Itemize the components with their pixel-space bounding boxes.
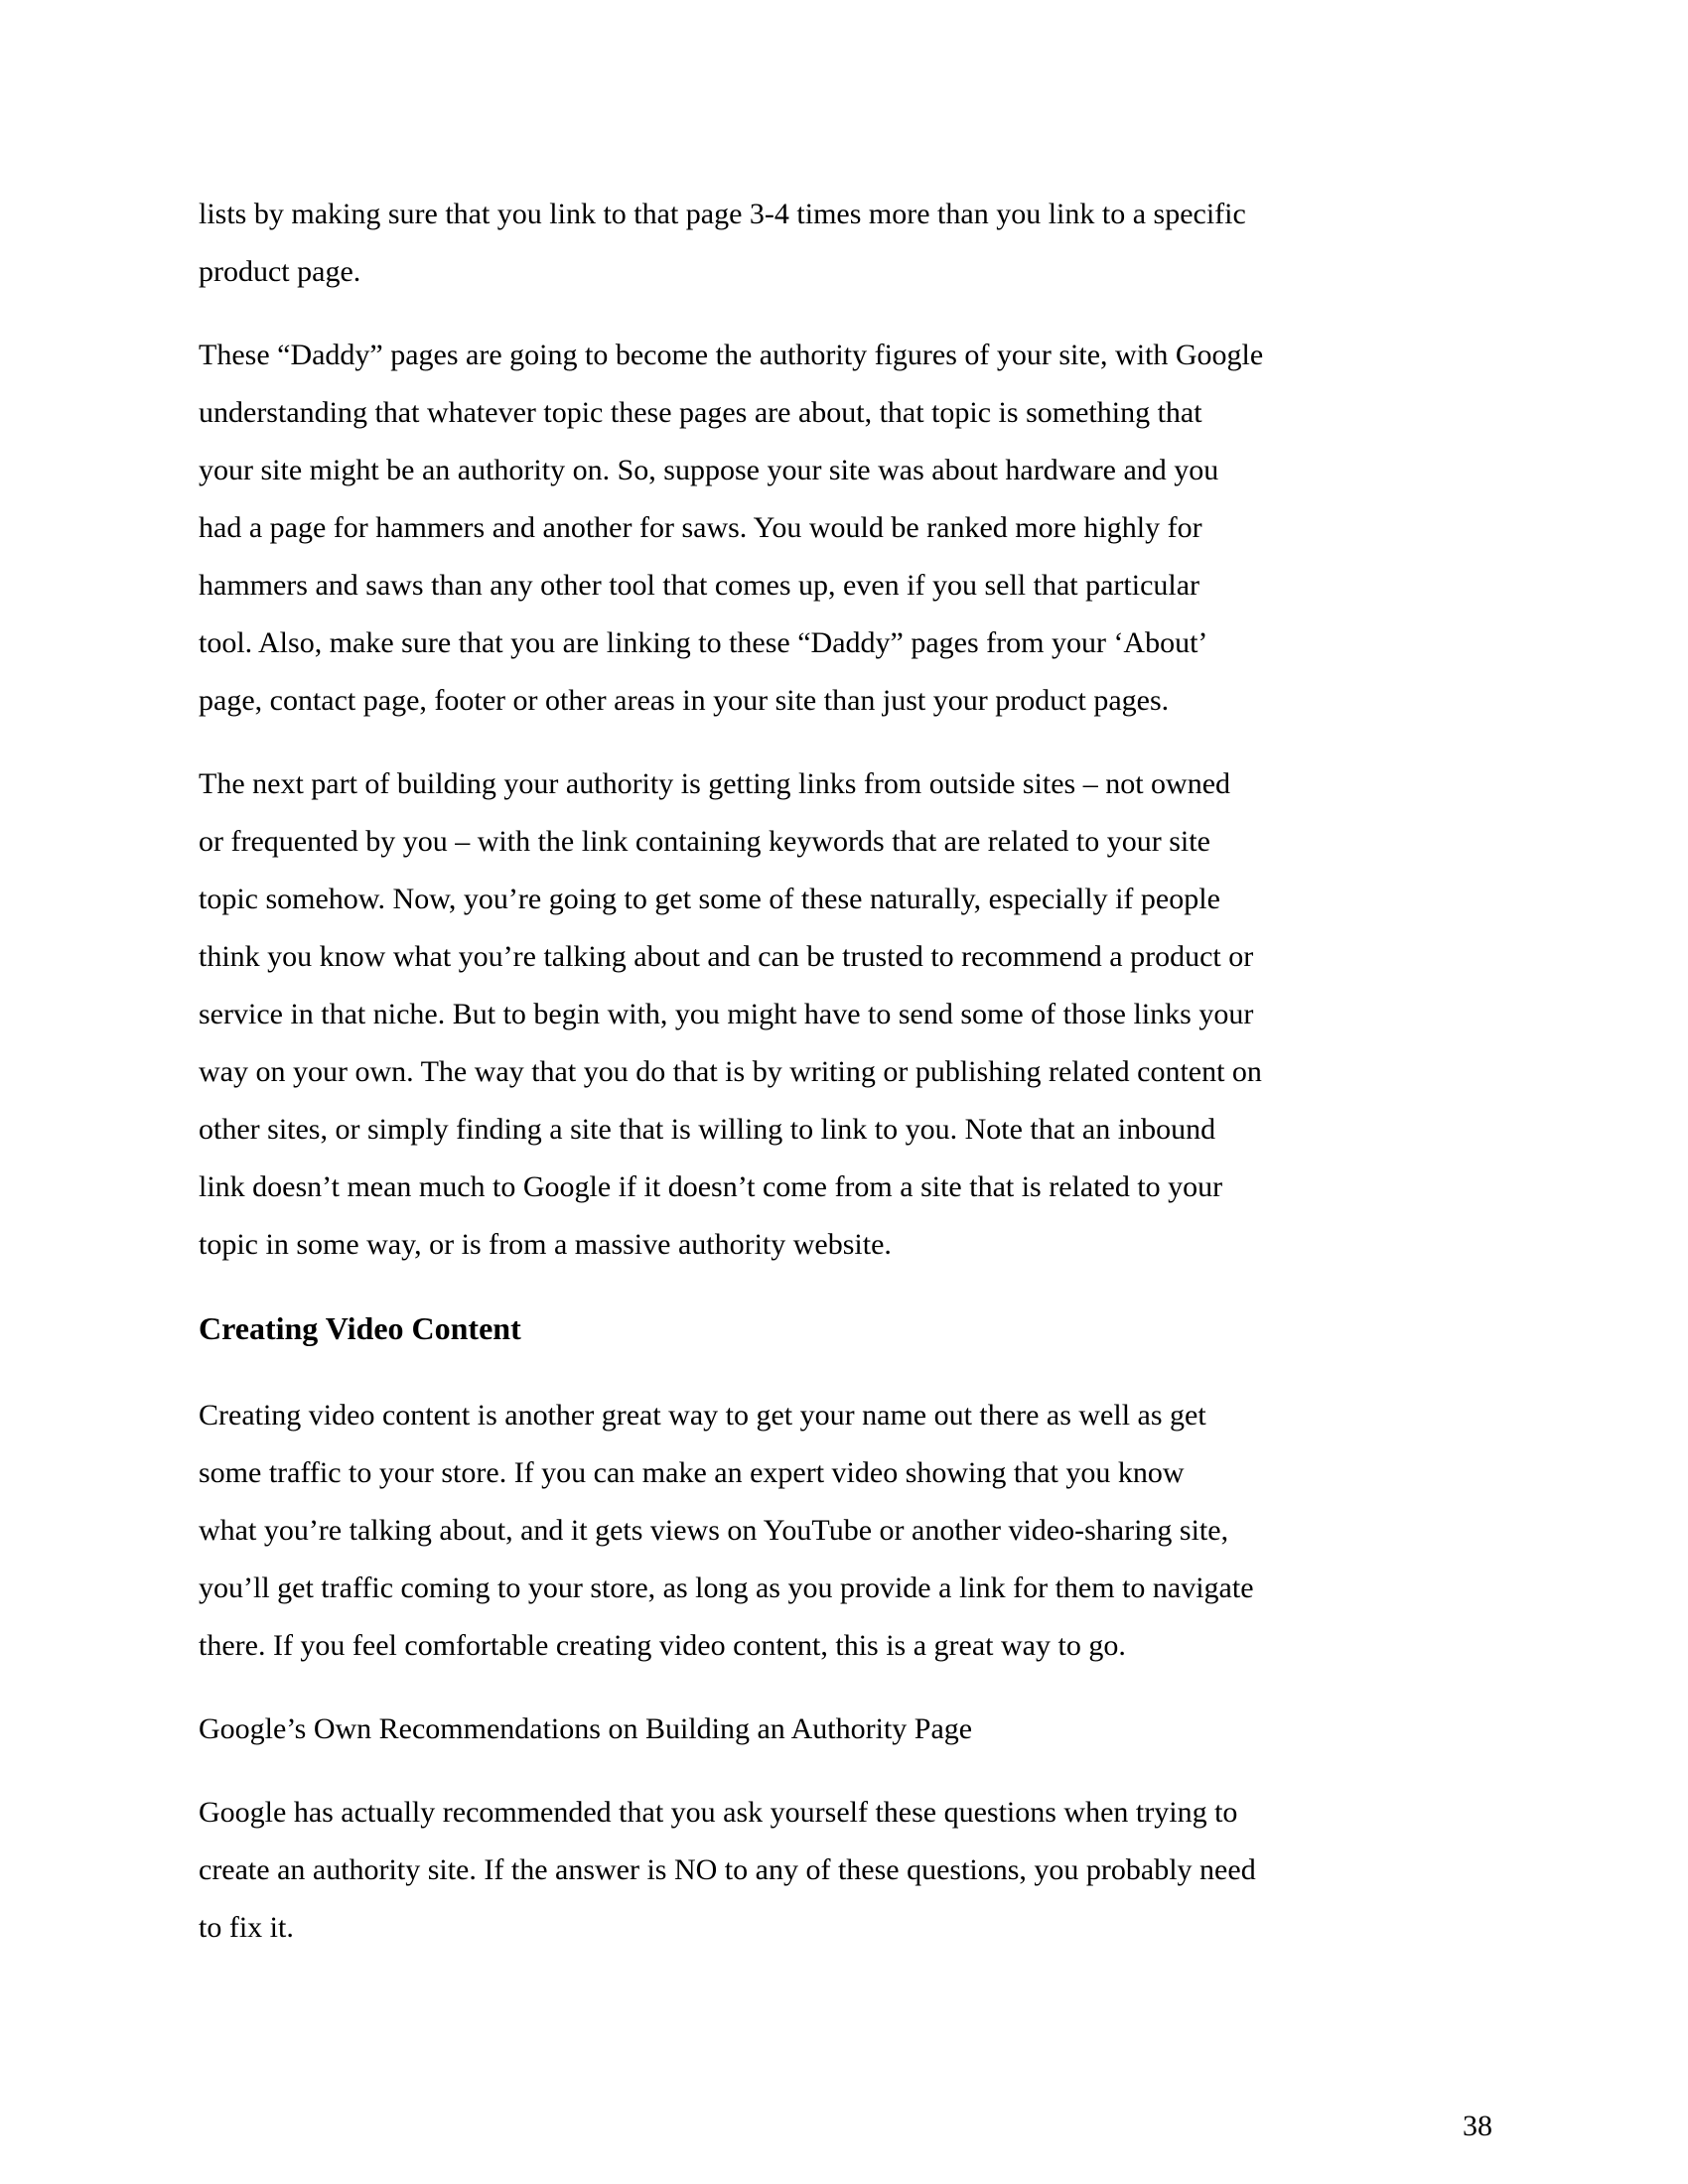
text-line: or frequented by you – with the link containing keywords that are related to your site xyxy=(199,825,1210,858)
paragraph-4 xyxy=(199,1387,1489,1675)
subheading-google-recommendations: Google’s Own Recommendations on Building an Authority Page xyxy=(199,1712,973,1745)
page-number: 38 xyxy=(1463,2110,1492,2142)
paragraph-3 xyxy=(199,755,1489,1274)
text-line: product page. xyxy=(199,255,361,288)
text-line: Creating video content is another great way to get your name out there as well as get xyxy=(199,1399,1206,1432)
text-line: hammers and saws than any other tool that comes up, even if you sell that particular xyxy=(199,569,1200,602)
text-line: topic in some way, or is from a massive authority website. xyxy=(199,1228,892,1261)
paragraph-5 xyxy=(199,1784,1489,1957)
text-line: The next part of building your authority is getting links from outside sites – not owned xyxy=(199,767,1231,800)
text-line: think you know what you’re talking about and can be trusted to recommend a product or xyxy=(199,940,1254,973)
text-line: page, contact page, footer or other areas in your site than just your product pages. xyxy=(199,684,1170,717)
paragraph-1 xyxy=(199,186,1489,301)
text-line: service in that niche. But to begin with, you might have to send some of those links your xyxy=(199,998,1254,1030)
text-line: Google has actually recommended that you ask yourself these questions when trying to xyxy=(199,1796,1238,1829)
text-line: understanding that whatever topic these pages are about, that topic is something that xyxy=(199,396,1202,429)
text-line: your site might be an authority on. So, suppose your site was about hardware and you xyxy=(199,454,1219,486)
text-line: you’ll get traffic coming to your store, as long as you provide a link for them to navigate xyxy=(199,1571,1254,1604)
paragraph-2 xyxy=(199,327,1489,730)
text-line: had a page for hammers and another for saws. You would be ranked more highly for xyxy=(199,511,1202,544)
text-line: some traffic to your store. If you can make an expert video showing that you know xyxy=(199,1456,1185,1489)
text-line: to fix it. xyxy=(199,1911,294,1944)
text-line: link doesn’t mean much to Google if it doesn’t come from a site that is related to your xyxy=(199,1170,1223,1203)
text-line: topic somehow. Now, you’re going to get some of these naturally, especially if people xyxy=(199,883,1220,915)
text-line: other sites, or simply finding a site that is willing to link to you. Note that an inbound xyxy=(199,1113,1216,1146)
section-heading-creating-video-content: Creating Video Content xyxy=(199,1310,521,1346)
text-line: These “Daddy” pages are going to become the authority figures of your site, with Google xyxy=(199,339,1264,371)
text-line: there. If you feel comfortable creating video content, this is a great way to go. xyxy=(199,1629,1126,1662)
text-line: what you’re talking about, and it gets views on YouTube or another video-sharing site, xyxy=(199,1514,1229,1547)
text-line: lists by making sure that you link to that page 3-4 times more than you link to a specific xyxy=(199,198,1246,230)
text-line: tool. Also, make sure that you are linking to these “Daddy” pages from your ‘About’ xyxy=(199,626,1208,659)
text-line: create an authority site. If the answer is NO to any of these questions, you probably need xyxy=(199,1853,1256,1886)
page-content xyxy=(199,186,1489,1982)
text-line: way on your own. The way that you do that is by writing or publishing related content on xyxy=(199,1055,1262,1088)
